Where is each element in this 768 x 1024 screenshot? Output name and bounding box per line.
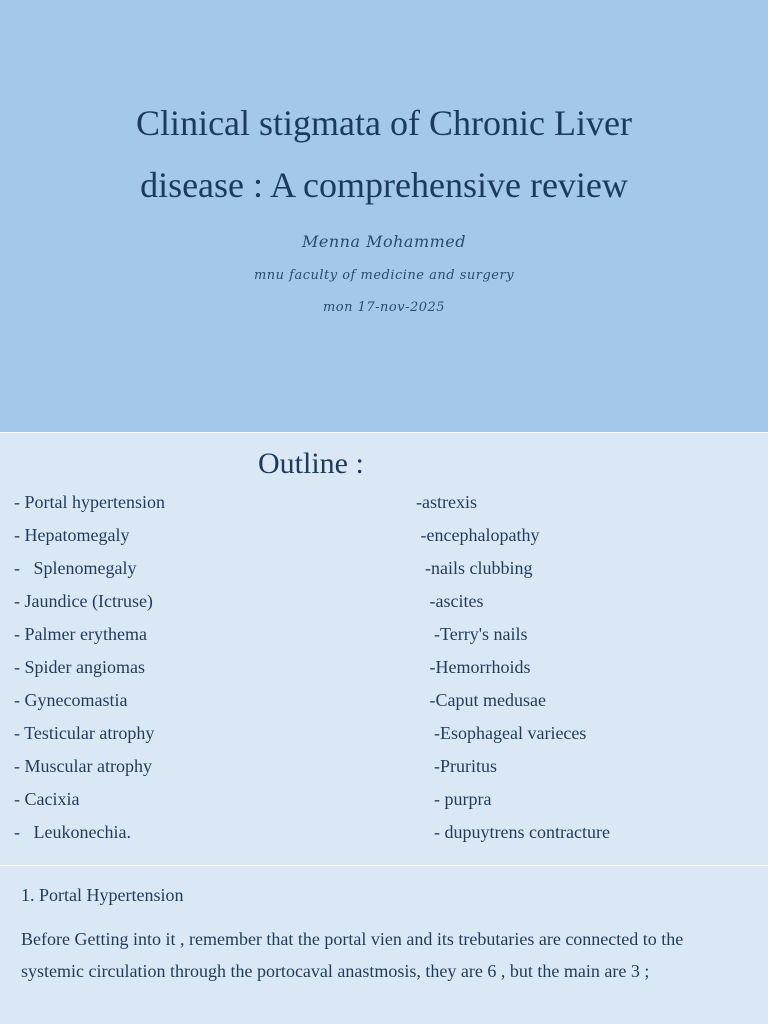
title-line-2: disease : A comprehensive review (140, 165, 628, 205)
outline-item: -Caput medusae (398, 690, 546, 710)
outline-heading: Outline : (258, 447, 364, 480)
outline-item: -astrexis (398, 492, 477, 512)
outline-item: - dupuytrens contracture (398, 822, 610, 842)
outline-item: -Pruritus (398, 756, 497, 776)
outline-item: - Portal hypertension (14, 492, 165, 512)
outline-item: -Hemorrhoids (398, 657, 531, 677)
outline-item: - Gynecomastia (14, 690, 128, 710)
outline-item: -Terry's nails (398, 624, 528, 644)
outline-right-column (398, 486, 610, 849)
outline-item: - Spider angiomas (14, 657, 145, 677)
outline-item: - Jaundice (Ictruse) (14, 591, 153, 611)
content-slide (0, 866, 768, 1024)
outline-item: - purpra (398, 789, 492, 809)
title-line-1: Clinical stigmata of Chronic Liver (136, 103, 632, 143)
presentation-date: mon 17-nov-2025 (322, 300, 446, 315)
outline-left-column (14, 486, 165, 849)
outline-slide (0, 433, 768, 865)
outline-item: -Esophageal varieces (398, 723, 587, 743)
author-name: Menna Mohammed (302, 232, 466, 251)
title-slide (0, 0, 768, 432)
outline-item: - Splenomegaly (14, 558, 137, 578)
section-heading: 1. Portal Hypertension (21, 885, 184, 905)
outline-item: -ascites (398, 591, 484, 611)
outline-item: - Cacixia (14, 789, 80, 809)
outline-item: - Testicular atrophy (14, 723, 155, 743)
outline-item: - Palmer erythema (14, 624, 147, 644)
outline-item: -encephalopathy (398, 525, 540, 545)
outline-item: - Leukonechia. (14, 822, 131, 842)
outline-item: - Hepatomegaly (14, 525, 130, 545)
body-paragraph: Before Getting into it , remember that the portal vien and its trebutaries are connected to the systemic circulation through the portocaval anastmosis, they are 6 , but the main are 3 ; (21, 929, 684, 981)
outline-item: -nails clubbing (398, 558, 533, 578)
affiliation: mnu faculty of medicine and surgery (253, 268, 515, 283)
outline-item: - Muscular atrophy (14, 756, 152, 776)
